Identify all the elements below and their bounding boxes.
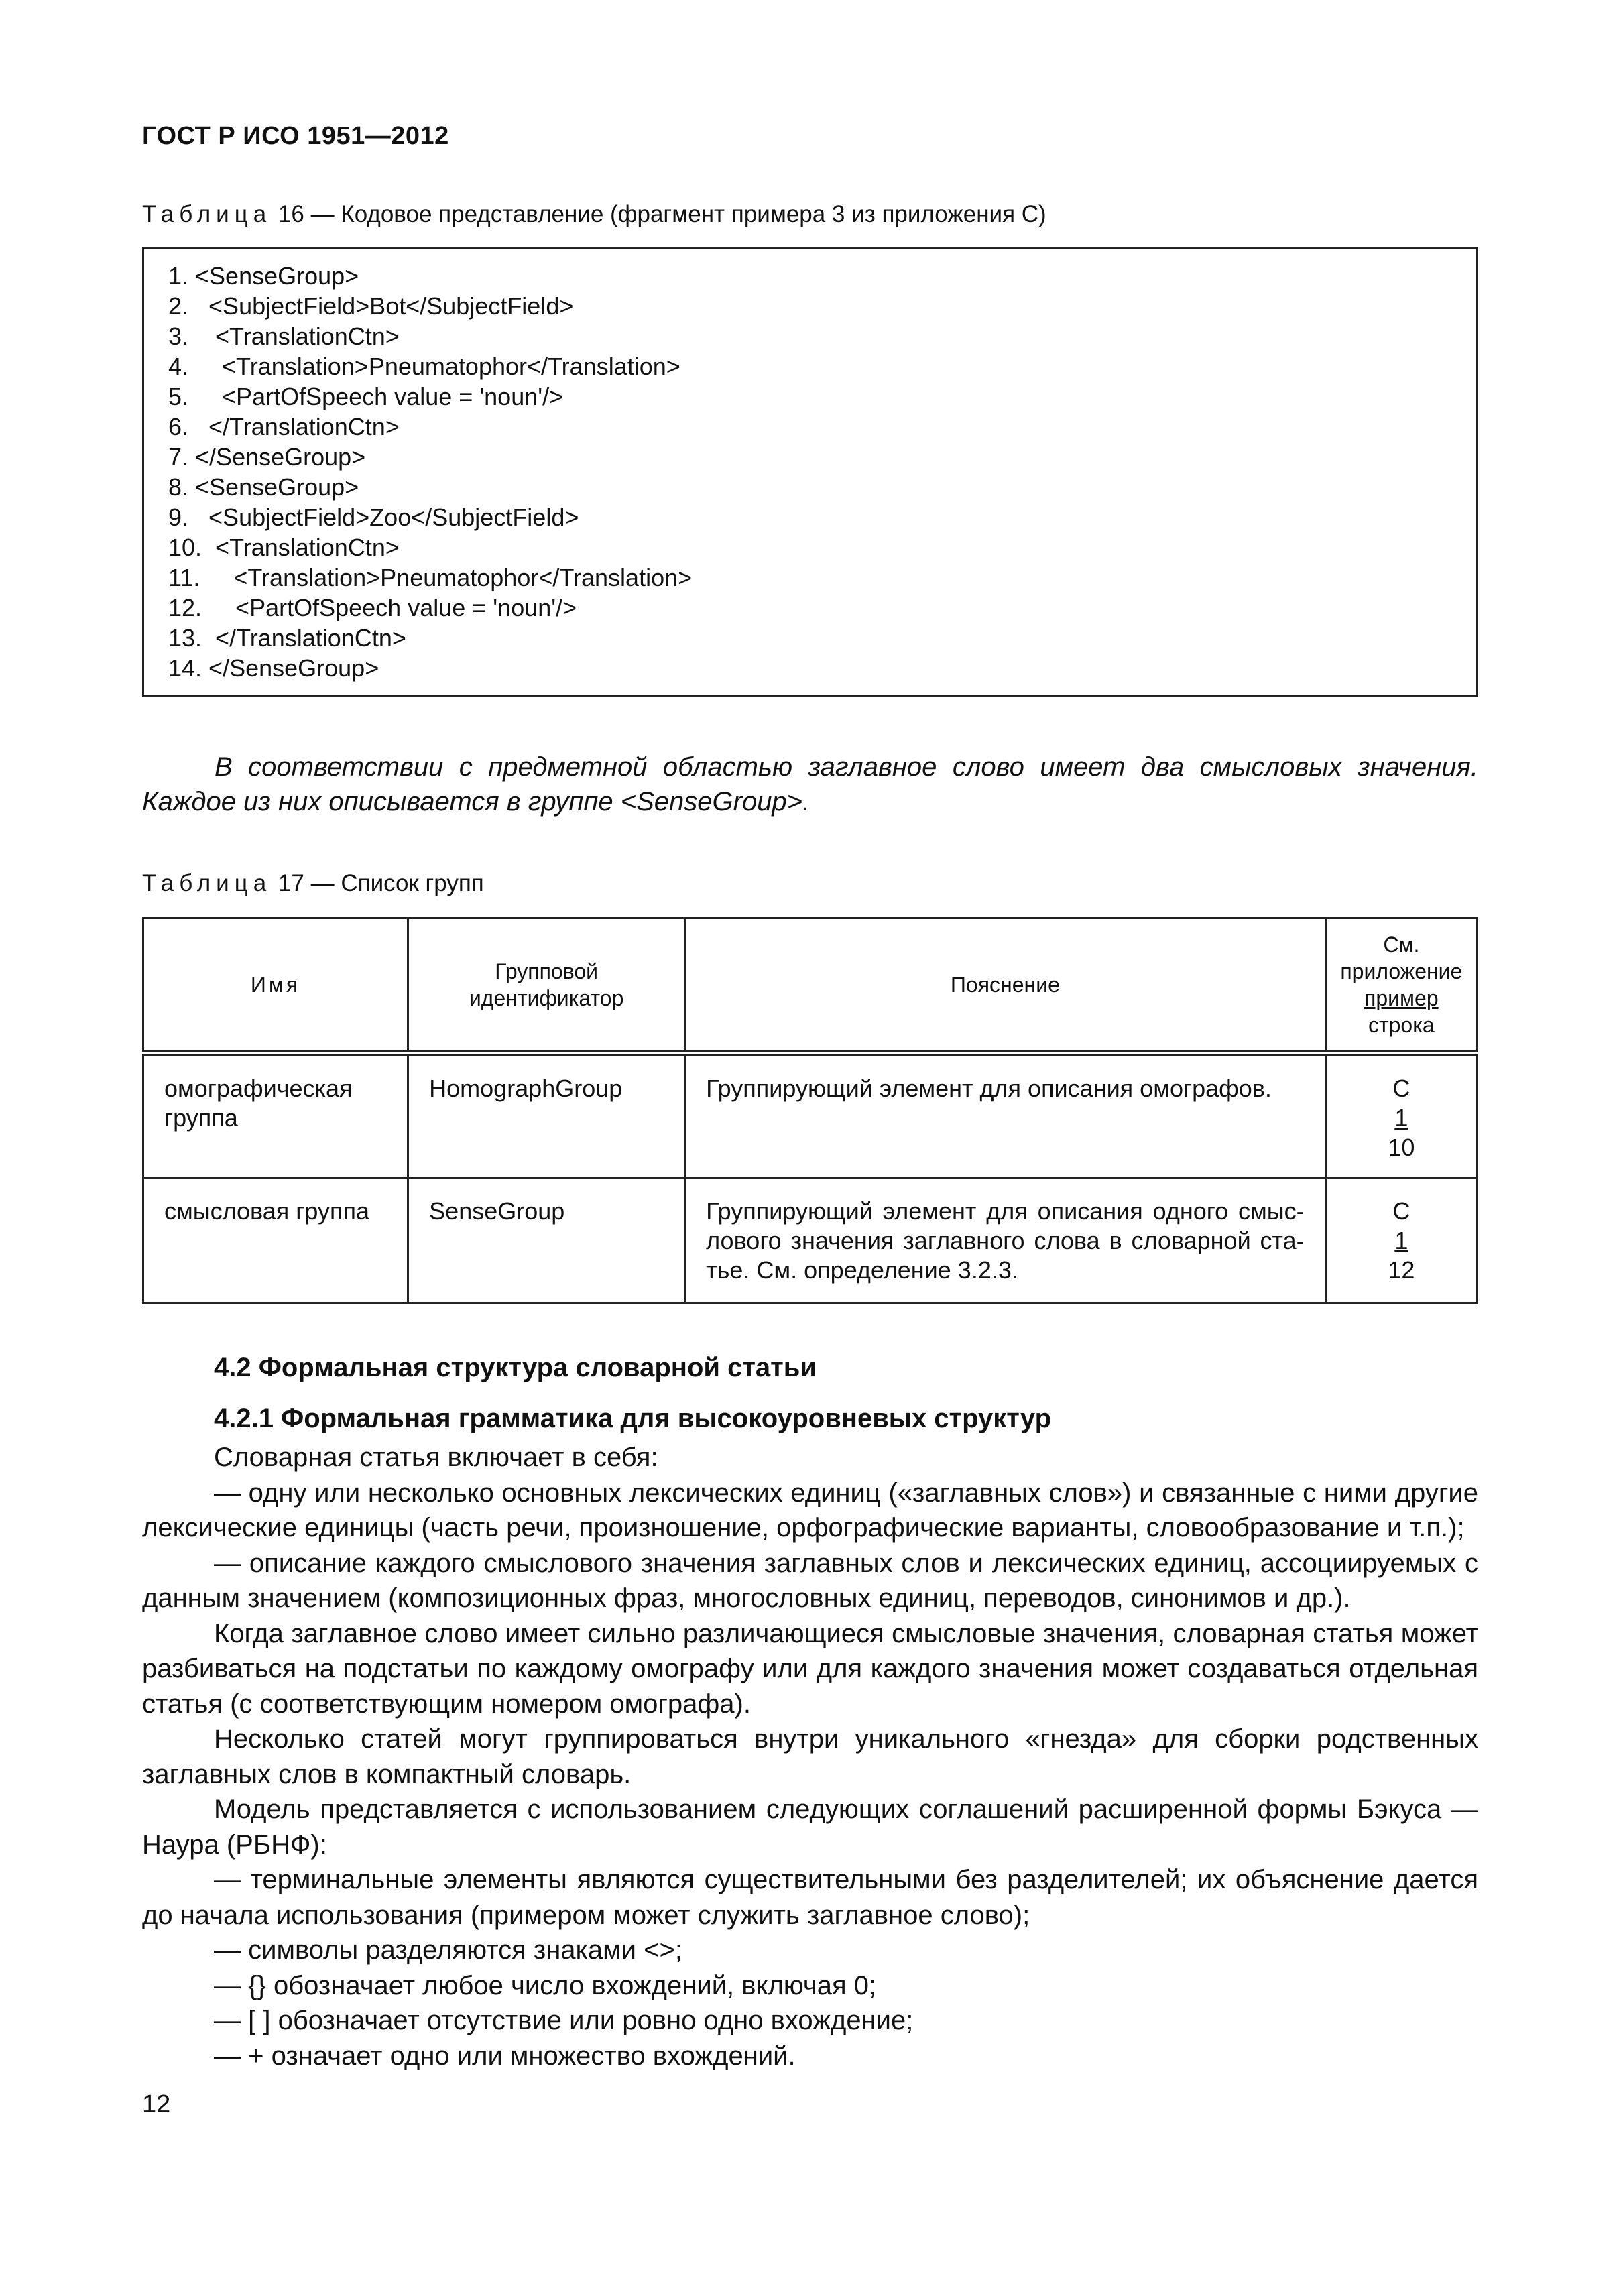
cell-explanation: Группирующий элемент для описания одного смыслового значения заглавного слова в словарной статье. См. определение 3.2.3. bbox=[685, 1179, 1326, 1303]
code-line: 7. </SenseGroup> bbox=[168, 443, 366, 471]
code-line: 8. <SenseGroup> bbox=[168, 473, 359, 501]
code-line: 12. <PartOfSpeech value = 'noun'/> bbox=[168, 594, 577, 621]
cell-name: смысловая группа bbox=[143, 1179, 408, 1303]
section-heading-4-2-1: 4.2.1 Формальная грамматика для высокоуровневых структур bbox=[214, 1404, 1052, 1433]
code-line: 14. </SenseGroup> bbox=[168, 654, 379, 682]
italic-paragraph bbox=[142, 749, 1478, 819]
document-header: ГОСТ Р ИСО 1951—2012 bbox=[142, 122, 449, 150]
paragraph: — описание каждого смыслового значения заглавных слов и лексических единиц, ассоциируемых с данным значением (композиционных фраз, многословных единиц, переводов, синонимов и др.). bbox=[142, 1548, 1478, 1613]
header-reference: См. приложение пример строка bbox=[1325, 918, 1477, 1054]
paragraph: — терминальные элементы являются существительными без разделителей; их объяснение дается до начала использования (примером может служить заглавное слово); bbox=[142, 1865, 1478, 1930]
table16-caption-text: 16 — Кодовое представление (фрагмент примера 3 из приложения С) bbox=[272, 201, 1046, 227]
table16-caption bbox=[142, 201, 1046, 228]
paragraph: Словарная статья включает в себя: bbox=[214, 1443, 658, 1472]
paragraph: — [ ] обозначает отсутствие или ровно одно вхождение; bbox=[214, 2006, 914, 2035]
cell-id: HomographGroup bbox=[408, 1054, 685, 1179]
cell-reference: C 1 12 bbox=[1325, 1179, 1477, 1303]
code-listing bbox=[142, 247, 1478, 697]
cell-name: омографическая группа bbox=[143, 1054, 408, 1179]
cell-explanation: Группирующий элемент для описания омографов. bbox=[685, 1054, 1326, 1179]
paragraph: — + означает одно или множество вхождений. bbox=[214, 2041, 796, 2071]
table-row bbox=[143, 1179, 1478, 1303]
paragraph: Когда заглавное слово имеет сильно различающиеся смысловые значения, словарная статья может разбиваться на подстатьи по каждому омографу или для каждого значения может создаваться отдельная статья (с соответствующим номером омографа). bbox=[142, 1618, 1478, 1719]
header-explanation: Пояснение bbox=[685, 918, 1326, 1054]
groups-table bbox=[142, 917, 1478, 1304]
paragraph: — символы разделяются знаками <>; bbox=[214, 1935, 682, 1965]
table16-caption-prefix: Таблица bbox=[142, 201, 272, 227]
code-line: 13. </TranslationCtn> bbox=[168, 624, 406, 652]
code-line: 2. <SubjectField>Bot</SubjectField> bbox=[168, 292, 574, 320]
table17-caption bbox=[142, 870, 484, 897]
italic-paragraph-text: В соответствии с предметной областью заглавное слово имеет два смысловых значения. Каждое из них описывается в группе <SenseGroup>. bbox=[142, 752, 1478, 817]
section-heading-4-2: 4.2 Формальная структура словарной статьи bbox=[214, 1353, 817, 1382]
paragraph: — {} обозначает любое число вхождений, включая 0; bbox=[214, 1970, 877, 2000]
table-row bbox=[143, 1054, 1478, 1179]
table17-caption-prefix: Таблица bbox=[142, 870, 272, 896]
page-number: 12 bbox=[142, 2090, 171, 2118]
code-line: 6. </TranslationCtn> bbox=[168, 413, 400, 440]
paragraph: Несколько статей могут группироваться внутри уникального «гнезда» для сборки родственных заглавных слов в компактный словарь. bbox=[142, 1724, 1478, 1789]
cell-reference: C 1 10 bbox=[1325, 1054, 1477, 1179]
paragraph: Модель представляется с использованием следующих соглашений расширенной формы Бэкуса — Наура (РБНФ): bbox=[142, 1795, 1478, 1860]
table-header-row bbox=[143, 918, 1478, 1054]
code-line: 1. <SenseGroup> bbox=[168, 262, 359, 290]
table17-caption-text: 17 — Список групп bbox=[272, 870, 484, 896]
code-line: 3. <TranslationCtn> bbox=[168, 322, 400, 350]
code-line: 9. <SubjectField>Zoo</SubjectField> bbox=[168, 503, 579, 531]
header-name: Имя bbox=[143, 918, 408, 1054]
code-line: 10. <TranslationCtn> bbox=[168, 534, 400, 561]
code-line: 4. <Translation>Pneumatophor</Translation> bbox=[168, 353, 680, 380]
cell-id: SenseGroup bbox=[408, 1179, 685, 1303]
paragraph: — одну или несколько основных лексических единиц («заглавных слов») и связанные с ними другие лексические единицы (часть речи, произношение, орфографические варианты, словообразование и т.п.); bbox=[142, 1477, 1478, 1543]
code-line: 5. <PartOfSpeech value = 'noun'/> bbox=[168, 383, 564, 410]
header-group-id: Групповой идентификатор bbox=[408, 918, 685, 1054]
code-line: 11. <Translation>Pneumatophor</Translation> bbox=[168, 564, 693, 591]
body-text bbox=[142, 1440, 1478, 2073]
